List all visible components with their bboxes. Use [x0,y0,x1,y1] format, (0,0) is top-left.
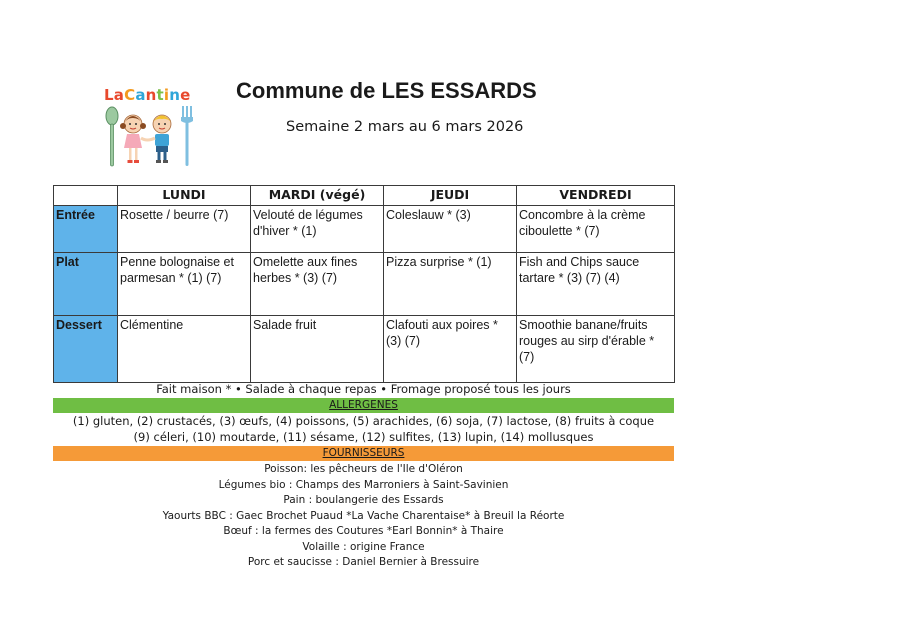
supplier-line: Yaourts BBC : Gaec Brochet Puaud *La Vache Charentaise* à Breuil la Réorte [162,509,565,522]
logo-letter: a [135,86,146,104]
la-cantine-logo [100,86,196,172]
supplier-line: Pain : boulangerie des Essards [283,494,444,506]
suppliers-list [53,462,674,571]
row-header-dessert: Dessert [54,316,118,383]
allergens-list [53,413,674,445]
logo-text [104,86,191,104]
day-header: VENDREDI [517,186,675,206]
allergens-line: (9) céleri, (10) moutarde, (11) sésame, (12) sulfites, (13) lupin, (14) mollusques [133,430,594,444]
logo-letter: t [156,86,164,104]
supplier-line: Porc et saucisse : Daniel Bernier à Bressuire [247,556,480,568]
day-header: JEUDI [384,186,517,206]
menu-cell: Clémentine [118,316,251,383]
menu-cell: Pizza surprise * (1) [384,253,517,316]
day-header: MARDI (végé) [251,186,384,206]
table-row [54,316,675,383]
allergens-line: (1) gluten, (2) crustacés, (3) œufs, (4) poissons, (5) arachides, (6) soja, (7) lactose, (8) fruits à coque [72,414,655,428]
logo-letter: i [163,86,170,104]
table-row [54,253,675,316]
menu-notes: Fait maison * • Salade à chaque repas • Fromage proposé tous les jours [156,382,571,396]
menu-cell: Clafouti aux poires * (3) (7) [384,316,517,383]
logo-letter: e [180,86,191,104]
table-corner [54,186,118,206]
menu-cell: Penne bolognaise et parmesan * (1) (7) [118,253,251,316]
menu-cell: Concombre à la crème ciboulette * (7) [517,206,675,253]
supplier-line: Bœuf : la fermes des Coutures *Earl Bonnin* à Thaire [223,525,504,537]
row-header-entree: Entrée [54,206,118,253]
menu-cell: Rosette / beurre (7) [118,206,251,253]
supplier-line: Légumes bio : Champs des Marroniers à Saint-Savinien [218,478,509,491]
kids-with-cutlery-icon [100,104,196,170]
table-row [54,206,675,253]
suppliers-heading: FOURNISSEURS [53,446,674,461]
allergens-heading: ALLERGENES [53,398,674,413]
page-title: Commune de LES ESSARDS [236,78,537,103]
table-header-row [54,186,675,206]
supplier-line: Poisson: les pêcheurs de l'Ile d'Oléron [264,463,463,475]
menu-cell: Fish and Chips sauce tartare * (3) (7) (4) [517,253,675,316]
menu-table [53,185,675,383]
logo-letter: La [104,86,125,104]
day-header: LUNDI [118,186,251,206]
menu-cell: Coleslauw * (3) [384,206,517,253]
row-header-plat: Plat [54,253,118,316]
menu-cell: Smoothie banane/fruits rouges au sirp d'érable * (7) [517,316,675,383]
logo-letter: C [124,86,136,104]
menu-cell: Velouté de légumes d'hiver * (1) [251,206,384,253]
logo-letter: n [145,86,157,104]
logo-letter: n [169,86,181,104]
menu-cell: Salade fruit [251,316,384,383]
supplier-line: Volaille : origine France [302,540,425,553]
menu-cell: Omelette aux fines herbes * (3) (7) [251,253,384,316]
week-subtitle: Semaine 2 mars au 6 mars 2026 [286,119,524,135]
